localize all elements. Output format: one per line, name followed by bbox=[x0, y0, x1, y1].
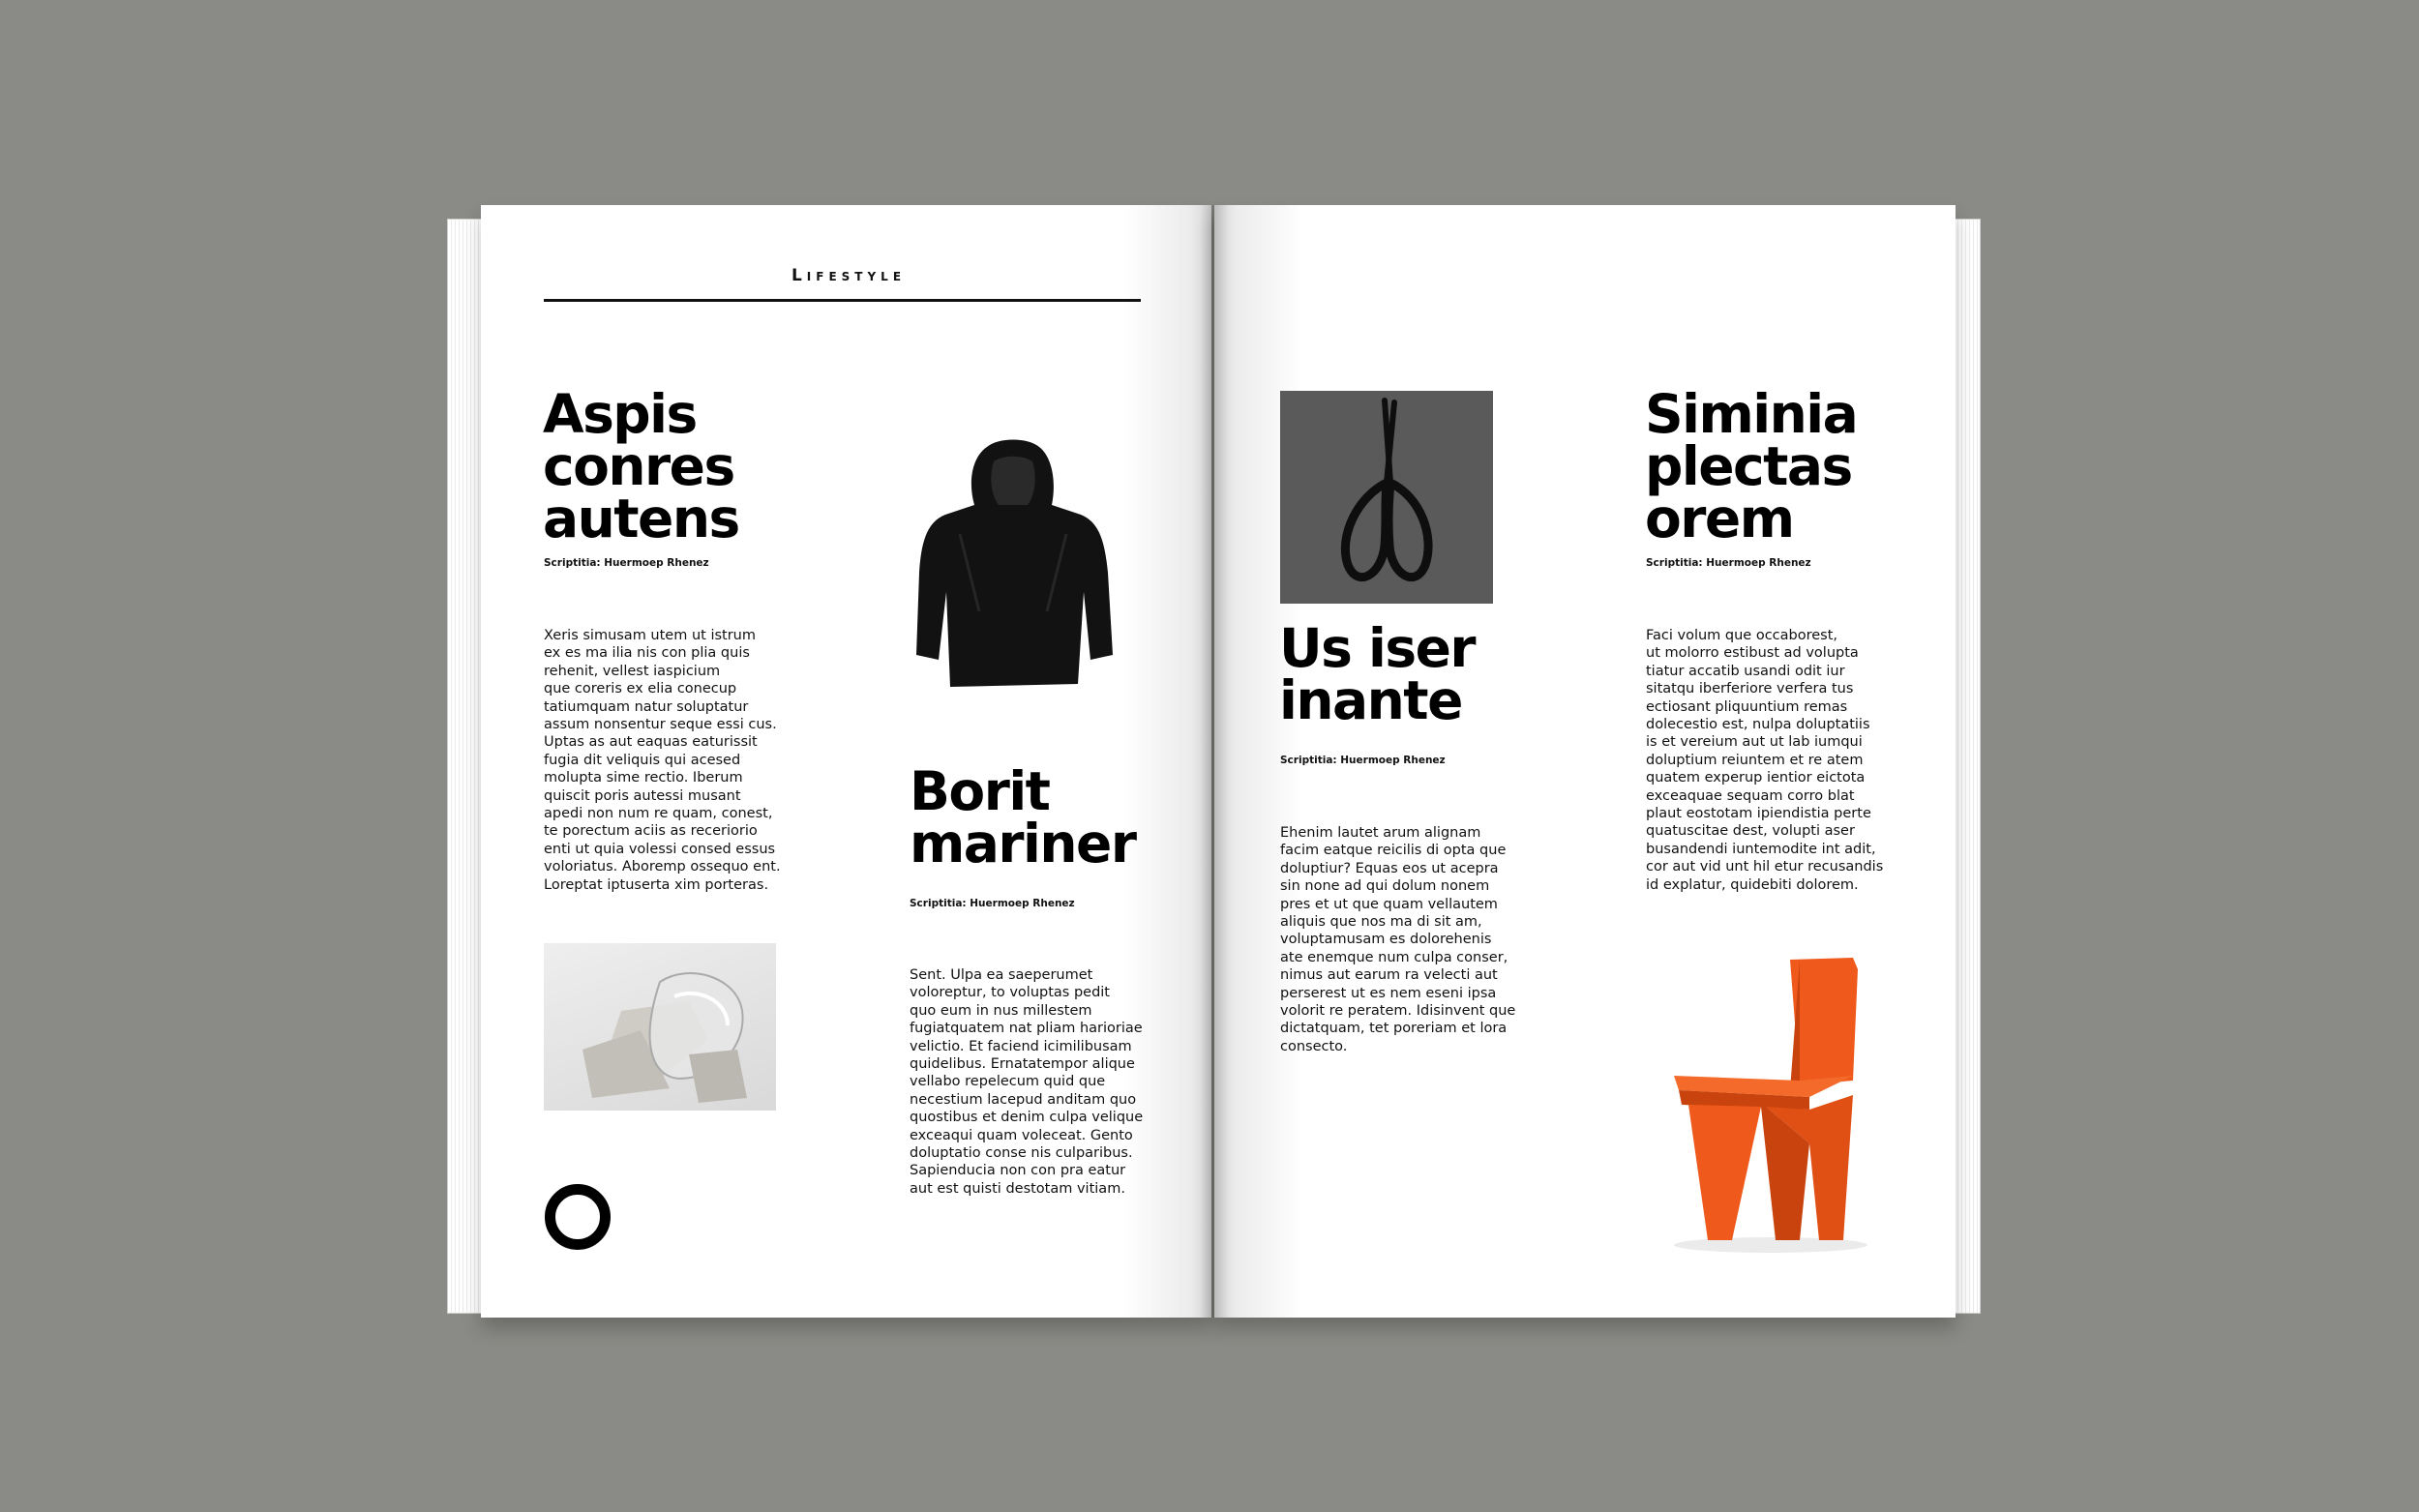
left-page bbox=[481, 205, 1211, 1318]
article3-headline: Us iser inante bbox=[1279, 617, 1476, 731]
orange-chair-photo bbox=[1655, 950, 1906, 1260]
header-rule bbox=[544, 299, 1141, 302]
spine-shadow bbox=[1200, 205, 1229, 1318]
section-label: Lifestyle bbox=[791, 266, 907, 285]
article1-headline: Aspis conres autens bbox=[543, 383, 739, 549]
hoodie-photo bbox=[911, 437, 1115, 698]
article2-headline: Borit mariner bbox=[910, 760, 1136, 875]
article4-headline: Siminia plectas orem bbox=[1645, 383, 1858, 549]
article3-body: Ehenim lautet arum alignam facim eatque reicilis di opta que doluptiur? Equas eos ut acepra sin none ad qui dolum nonem pres et ut que quam vellautem aliquis que nos ma di sit am, voluptamusam es dolorehenis ate enemque num culpa conser, nimus aut earum ra velecti aut perserest ut es nem eseni ipsa volorit re peratem. Idisinvent que dictatquam, tet poreriam et lora consecto. bbox=[1280, 825, 1516, 1054]
article4-byline: Scriptitia: Huermoep Rhenez bbox=[1646, 557, 1811, 569]
scissors-photo bbox=[1280, 391, 1493, 604]
article2-byline: Scriptitia: Huermoep Rhenez bbox=[910, 898, 1075, 909]
right-page bbox=[1214, 205, 1956, 1318]
article4-body: Faci volum que occaborest, ut molorro estibust ad volupta tiatur accatib usandi odit iur sitatqu iberferiore verfera tus ectiosant pliquuntium remas dolecestio est, nulpa doluptatiis is et vereium aut ut lab iumqui doluptium reiuntem et re atem quatem experup ientior eictota exceaquae sequam corro blat plaut eostotam ipiendistia perte quatuscitae dest, volupti aser busandendi iuntemodite int adit, cor aut vid unt hil etur recusandis id explatur, quidebiti dolorem. bbox=[1646, 628, 1884, 893]
article1-byline: Scriptitia: Huermoep Rhenez bbox=[544, 557, 709, 569]
ring-logo bbox=[545, 1184, 611, 1250]
article1-body: Xeris simusam utem ut istrum ex es ma ilia nis con plia quis rehenit, vellest iaspicium que coreris ex elia conecup tatiumquam natur soluptatur assum nonsentur seque essi cus. Uptas as aut eaquas eaturissit fugia dit veliquis qui acesed molupta sime rectio. Iberum quiscit poris autessi musant apedi non num re quam, conest, te porectum aciis as receriorio enti ut quia volessi consed essus voloriatus. Aboremp ossequo ent. Loreptat iptuserta xim porteras. bbox=[544, 628, 781, 893]
article3-byline: Scriptitia: Huermoep Rhenez bbox=[1280, 755, 1446, 766]
article2-body: Sent. Ulpa ea saeperumet voloreptur, to voluptas pedit quo eum in nus millestem fugiatquatem nat pliam harioriae velictio. Et faciend icimilibusam quidelibus. Ernatatempor alique vellabo repelecum quid que necestium lacepud anditam quo quostibus et denim culpa velique exceaqui quam voleceat. Gento doluptatio conse nis culparibus. Sapienducia non con pra eatur aut est quisti destotam vitiam. bbox=[910, 967, 1144, 1197]
glass-sculpture-photo bbox=[544, 943, 776, 1111]
